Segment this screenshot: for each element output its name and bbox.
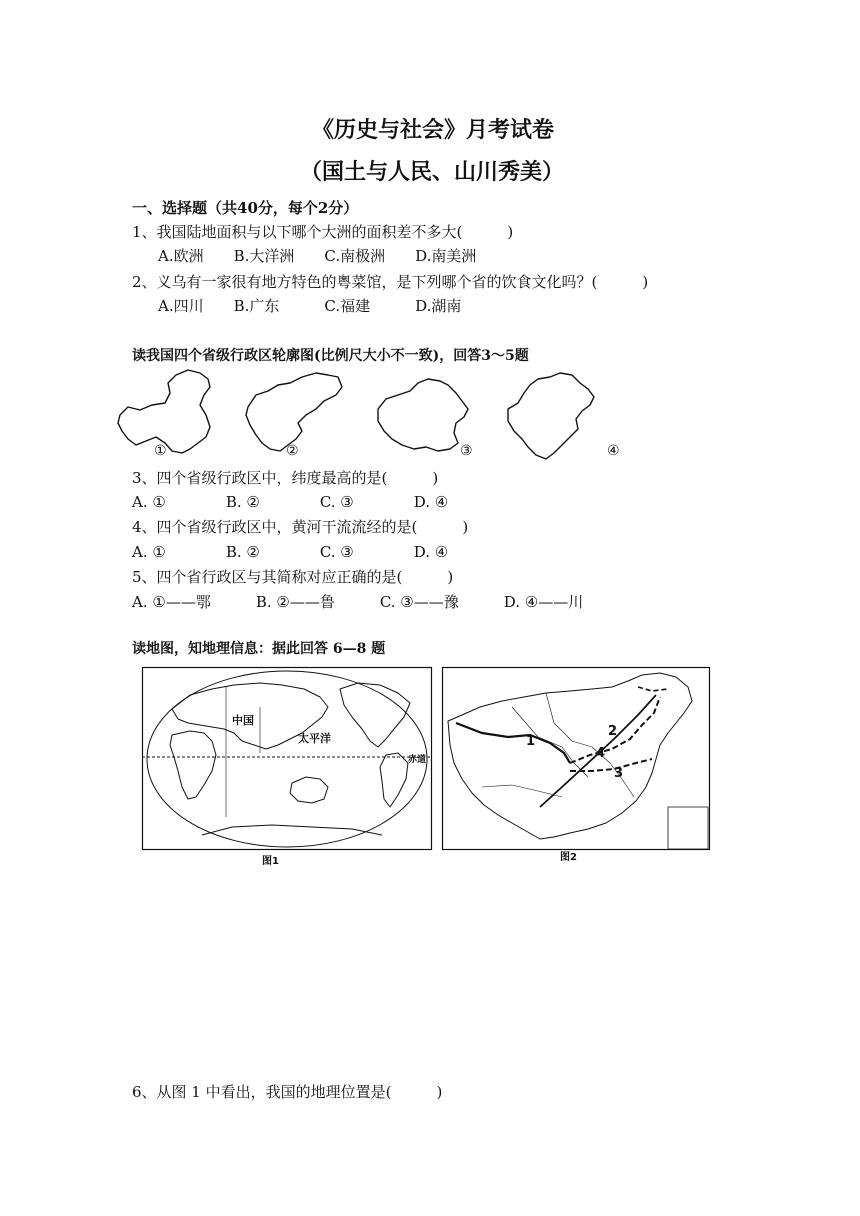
question-4-stem: 4、四个省级行政区中，黄河干流流经的是( ) xyxy=(132,518,469,536)
province-label-1: ① xyxy=(154,443,167,459)
question-3-stem: 3、四个省级行政区中，纬度最高的是( ) xyxy=(132,469,439,487)
province-label-4: ④ xyxy=(607,443,620,459)
province-outline-2 xyxy=(246,373,342,451)
line-label-1: 1 xyxy=(526,734,536,749)
china-map-figure xyxy=(442,667,710,850)
line-label-2: 2 xyxy=(608,724,618,739)
question-5-stem: 5、四个省行政区与其简称对应正确的是( ) xyxy=(132,568,454,586)
province-intro: 读我国四个省级行政区轮廓图(比例尺大小不一致)，回答3～5题 xyxy=(132,348,529,364)
question-4-options: A. ① B. ② C. ③ D. ④ xyxy=(132,543,449,561)
question-3-options: A. ① B. ② C. ③ D. ④ xyxy=(132,493,449,511)
label-china: 中国 xyxy=(232,714,254,727)
section-heading: 一、选择题（共40分，每个2分） xyxy=(132,199,359,217)
province-label-3: ③ xyxy=(460,443,473,459)
question-1-options: A.欧洲 B.大洋洲 C.南极洲 D.南美洲 xyxy=(158,247,477,265)
question-2-stem: 2、义乌有一家很有地方特色的粤菜馆，是下列哪个省的饮食文化吗？( ) xyxy=(132,273,649,291)
label-pacific: 太平洋 xyxy=(298,732,331,745)
label-equator: 赤道 xyxy=(408,755,427,765)
question-1-stem: 1、我国陆地面积与以下哪个大洲的面积差不多大( ) xyxy=(132,223,514,241)
province-outlines-figure xyxy=(110,365,630,470)
map2-caption: 图2 xyxy=(560,852,577,863)
page-title: 《历史与社会》月考试卷 xyxy=(312,117,555,143)
question-2-options: A.四川 B.广东 C.福建 D.湖南 xyxy=(158,297,462,315)
province-outline-1 xyxy=(118,370,210,453)
map1-caption: 图1 xyxy=(262,856,279,867)
question-5-options: A. ①——鄂 B. ②——鲁 C. ③——豫 D. ④——川 xyxy=(132,593,584,611)
page-subtitle: （国土与人民、山川秀美） xyxy=(300,159,565,185)
question-6-stem: 6、从图 1 中看出，我国的地理位置是( ) xyxy=(132,1083,443,1101)
world-map-figure xyxy=(142,667,432,850)
province-outline-3 xyxy=(378,379,468,451)
province-outline-4 xyxy=(508,373,594,459)
maps-intro: 读地图，知地理信息：据此回答 6—8 题 xyxy=(132,641,386,657)
line-label-4: 4 xyxy=(596,746,606,761)
line-label-3: 3 xyxy=(614,766,624,781)
province-label-2: ② xyxy=(286,443,299,459)
